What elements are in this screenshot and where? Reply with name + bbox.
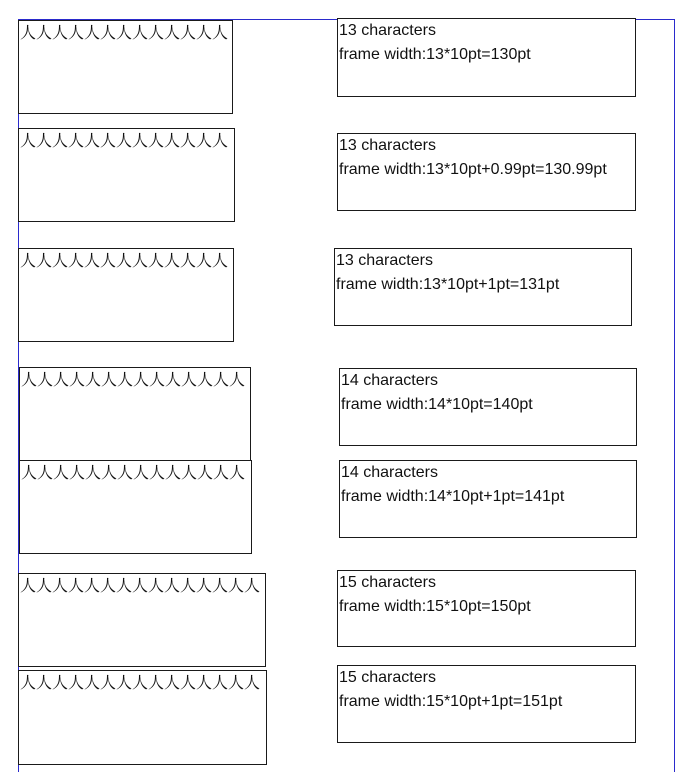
frame-width-formula: frame width:13*10pt=130pt <box>339 46 531 63</box>
character-count-label: 13 characters <box>339 137 436 154</box>
frame-text: 人人人人人人人人人人人人人 <box>20 251 229 270</box>
frame-width-formula: frame width:14*10pt=140pt <box>341 396 533 413</box>
frame-text: 人人人人人人人人人人人人人人 <box>21 370 246 389</box>
description-frame-1[interactable] <box>337 18 636 97</box>
text-frame-15-chars-plus-1[interactable] <box>18 670 267 765</box>
character-count-label: 14 characters <box>341 464 438 481</box>
frame-width-formula: frame width:15*10pt+1pt=151pt <box>339 693 563 710</box>
text-frame-13-chars[interactable] <box>18 20 233 114</box>
description-frame-5[interactable] <box>339 460 637 538</box>
description-frame-3[interactable] <box>334 248 632 326</box>
text-frame-15-chars[interactable] <box>18 573 266 667</box>
text-frame-14-chars[interactable] <box>19 367 251 461</box>
frame-text: 人人人人人人人人人人人人人人 <box>21 463 246 482</box>
character-count-label: 15 characters <box>339 574 436 591</box>
frame-width-formula: frame width:13*10pt+0.99pt=130.99pt <box>339 161 607 178</box>
frame-text: 人人人人人人人人人人人人人人人 <box>20 576 261 595</box>
text-frame-14-chars-plus-1[interactable] <box>19 460 252 554</box>
character-count-label: 14 characters <box>341 372 438 389</box>
description-frame-4[interactable] <box>339 368 637 446</box>
text-frame-13-chars-plus-1[interactable] <box>18 248 234 342</box>
character-count-label: 13 characters <box>336 252 433 269</box>
frame-width-formula: frame width:13*10pt+1pt=131pt <box>336 276 560 293</box>
frame-text: 人人人人人人人人人人人人人 <box>20 131 229 150</box>
margin-guide-right <box>674 19 675 772</box>
frame-text: 人人人人人人人人人人人人人 <box>20 23 229 42</box>
text-frame-13-chars-plus-0-99[interactable] <box>18 128 235 222</box>
description-frame-6[interactable] <box>337 570 636 647</box>
frame-text: 人人人人人人人人人人人人人人人 <box>20 673 261 692</box>
frame-width-formula: frame width:15*10pt=150pt <box>339 598 531 615</box>
description-frame-2[interactable] <box>337 133 636 211</box>
frame-width-formula: frame width:14*10pt+1pt=141pt <box>341 488 565 505</box>
character-count-label: 15 characters <box>339 669 436 686</box>
character-count-label: 13 characters <box>339 22 436 39</box>
description-frame-7[interactable] <box>337 665 636 743</box>
